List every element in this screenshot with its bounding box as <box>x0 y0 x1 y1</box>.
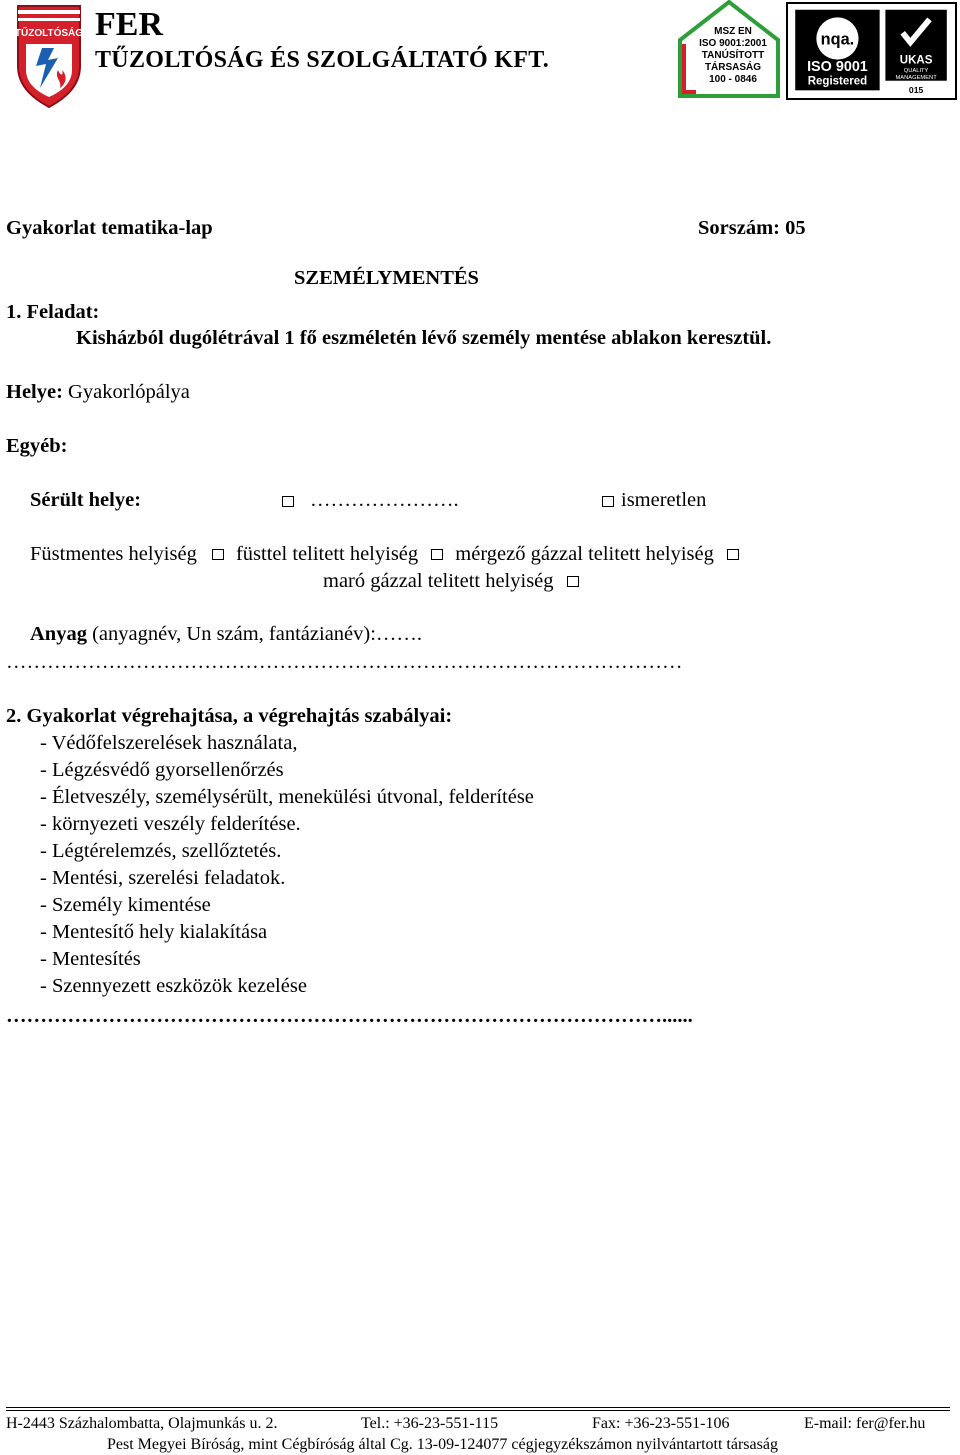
footer-email[interactable]: E-mail: fer@fer.hu <box>804 1415 926 1432</box>
material-dots-line: ……………………………………………………………………………………… <box>6 651 683 673</box>
svg-text:015: 015 <box>908 85 924 96</box>
room-corrosive-gas-checkbox[interactable] <box>567 576 579 587</box>
svg-text:MSZ EN: MSZ EN <box>714 26 752 37</box>
serial-number: Sorszám: 05 <box>698 217 806 239</box>
unknown-checkbox[interactable] <box>602 496 614 507</box>
svg-text:TÁRSASÁG: TÁRSASÁG <box>704 62 762 73</box>
company-short-name: FER <box>95 6 163 43</box>
room-smoke-filled-label: füsttel telitett helyiség <box>235 543 419 565</box>
company-full-name: TŰZOLTÓSÁG ÉS SZOLGÁLTATÓ KFT. <box>95 47 550 73</box>
svg-text:UKAS: UKAS <box>899 54 933 67</box>
execution-item: - Védőfelszerelések használata, <box>40 732 298 754</box>
msz-iso-certificate-badge <box>678 0 780 102</box>
nqa-ukas-certificate-badge <box>786 2 957 100</box>
fire-brigade-shield-logo <box>14 4 84 108</box>
svg-text:ISO 9001: ISO 9001 <box>807 59 868 76</box>
task-text: Kisházból dugólétrával 1 fő eszméletén lévő személy mentése ablakon keresztül. <box>76 327 772 349</box>
location-value: Gyakorlópálya <box>62 381 190 403</box>
svg-text:QUALITY: QUALITY <box>903 68 929 75</box>
footer-rule-top <box>6 1407 950 1408</box>
execution-item: - Személy kimentése <box>40 894 211 916</box>
room-options-row <box>30 542 742 566</box>
execution-item: - Mentési, szerelési feladatok. <box>40 867 286 889</box>
other-label: Egyéb: <box>6 435 68 457</box>
svg-text:MANAGEMENT: MANAGEMENT <box>895 74 937 81</box>
svg-text:ISO 9001:2001: ISO 9001:2001 <box>699 38 767 49</box>
footer-rule-bottom <box>6 1410 950 1411</box>
execution-item: - Légtérelemzés, szellőztetés. <box>40 840 282 862</box>
closing-dots-line: ……………………………………………………………………………………...... <box>6 1005 693 1027</box>
sheet-title: Gyakorlat tematika-lap <box>6 217 213 239</box>
company-brand <box>95 6 549 74</box>
footer-address: H-2443 Százhalombatta, Olajmunkás u. 2. <box>6 1415 278 1432</box>
unknown-label: ismeretlen <box>621 489 707 511</box>
execution-heading: 2. Gyakorlat végrehajtása, a végrehajtás szabályai: <box>6 705 453 727</box>
svg-text:100 - 0846: 100 - 0846 <box>709 74 757 85</box>
svg-text:TANÚSÍTOTT: TANÚSÍTOTT <box>701 50 765 61</box>
room-toxic-gas-label: mérgező gázzal telitett helyiség <box>455 543 714 565</box>
location-line <box>6 380 190 404</box>
footer-registry: Pest Megyei Bíróság, mint Cégbíróság által Cg. 13-09-124077 cégjegyzékszámon nyilvántartott társaság <box>107 1436 778 1453</box>
execution-list <box>40 731 534 1001</box>
task-heading: 1. Feladat: <box>6 301 100 323</box>
material-label: Anyag <box>30 623 87 645</box>
svg-text:nqa.: nqa. <box>820 30 855 49</box>
execution-item: - Szennyezett eszközök kezelése <box>40 975 307 997</box>
svg-text:Registered: Registered <box>807 75 868 88</box>
main-title: SZEMÉLYMENTÉS <box>294 267 479 289</box>
footer-phone: Tel.: +36-23-551-115 <box>361 1415 499 1432</box>
execution-item: - Mentesítés <box>40 948 141 970</box>
execution-item: - Mentesítő hely kialakítása <box>40 921 268 943</box>
room-corrosive-row <box>323 569 582 593</box>
room-smoke-free-checkbox[interactable] <box>212 549 224 560</box>
material-text: (anyagnév, Un szám, fantázianév):……. <box>86 623 423 645</box>
injured-location-label: Sérült helye: <box>30 489 142 511</box>
execution-item: - Légzésvédő gyorsellenőrzés <box>40 759 284 781</box>
room-smoke-free-label: Füstmentes helyiség <box>30 543 197 565</box>
injured-location-checkbox[interactable] <box>282 496 294 507</box>
svg-text:TŰZOLTÓSÁG: TŰZOLTÓSÁG <box>14 28 84 39</box>
material-line <box>30 622 422 646</box>
room-smoke-filled-checkbox[interactable] <box>431 549 443 560</box>
injured-location-dots: …………………. <box>310 489 459 511</box>
room-corrosive-gas-label: maró gázzal telitett helyiség <box>323 570 554 592</box>
execution-item: - Életveszély, személysérült, menekülési útvonal, felderítése <box>40 786 534 808</box>
location-label: Helye: <box>6 381 63 403</box>
room-toxic-gas-checkbox[interactable] <box>727 549 739 560</box>
execution-item: - környezeti veszély felderítése. <box>40 813 301 835</box>
footer-fax: Fax: +36-23-551-106 <box>592 1415 730 1432</box>
